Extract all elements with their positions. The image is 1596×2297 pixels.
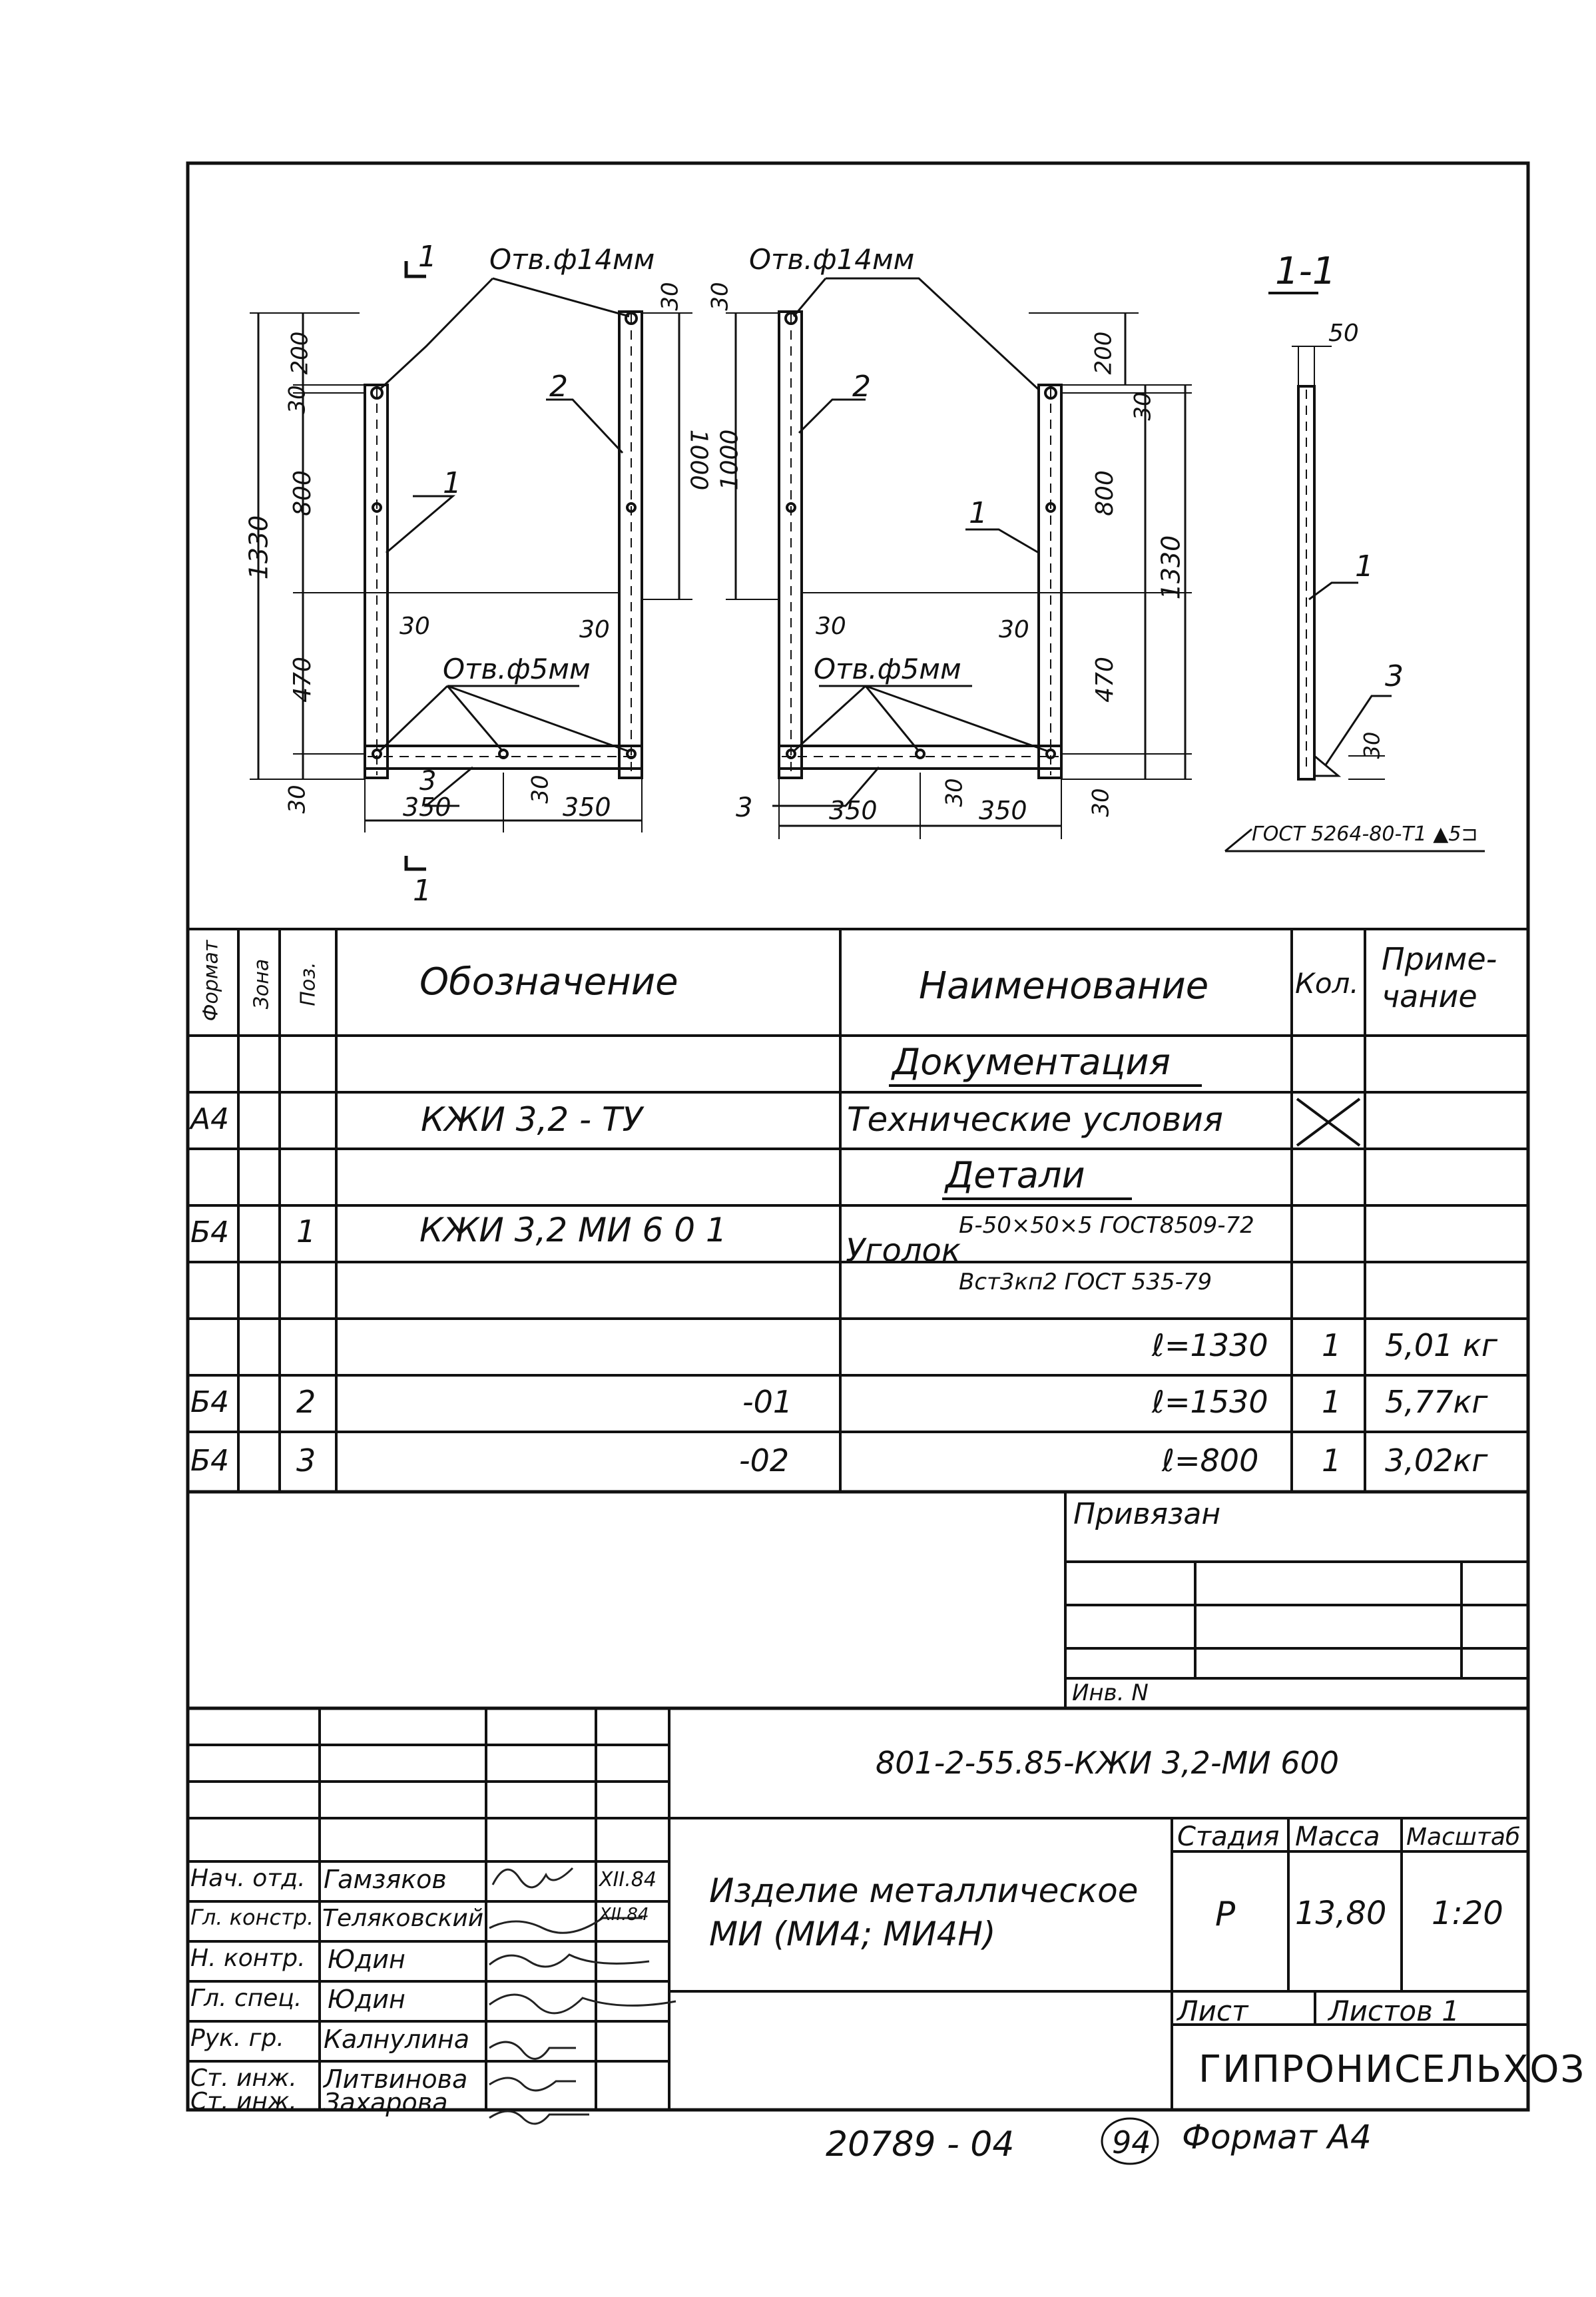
row-pos2-qty: 1 [1322, 1384, 1342, 1420]
dim-200-left: 200 [286, 331, 314, 375]
hole-label-d5-left: Отв.ф5мм [443, 653, 591, 685]
pos-label-3-right: 3 [736, 793, 753, 823]
row-pos2-note: 5,77кг [1385, 1384, 1488, 1420]
archive-sheet-number: 94 [1112, 2125, 1151, 2160]
row-pos1-name-prefix: Уголок [846, 1232, 961, 1269]
pos-label-1-left: 1 [443, 466, 461, 500]
signer-role: Гл. констр. [190, 1905, 314, 1930]
dim-470-left: 470 [288, 657, 316, 703]
dim-30-rv-top: 30 [706, 282, 734, 311]
row-pos1-name-bottom: Вст3кп2 ГОСТ 535-79 [959, 1269, 1212, 1295]
pos-label-1-right: 1 [969, 496, 987, 530]
signer-name: Гамзяков [324, 1865, 447, 1894]
row-pos1-name-top: Б-50×50×5 ГОСТ8509-72 [959, 1212, 1254, 1239]
scale-label: Масштаб [1406, 1823, 1521, 1851]
drawing-code: 801-2-55.85-КЖИ 3,2-МИ 600 [876, 1745, 1340, 1781]
dim-350-b: 350 [563, 793, 611, 822]
signer-role: Н. контр. [190, 1945, 306, 1972]
hole-label-d14-left: Отв.ф14мм [489, 243, 655, 276]
row-pos3-note: 3,02кг [1385, 1443, 1488, 1478]
row-pos2-format: Б4 [190, 1385, 230, 1419]
header-zone: Зона [250, 958, 274, 1010]
dim-30-mid-bottom: 30 [527, 775, 554, 804]
row-pos3-qty: 1 [1322, 1443, 1342, 1478]
row-pos2-designation: -01 [742, 1384, 793, 1420]
dim-1330-rv: 1330 [1156, 535, 1186, 600]
row-pos3-designation: -02 [739, 1443, 790, 1478]
signer-role: Ст. инж. [190, 2065, 297, 2092]
stage-value: Р [1215, 1895, 1236, 1933]
section-mark-top: 1 [418, 240, 437, 274]
row-pos1-pos: 1 [296, 1213, 316, 1249]
section-mark-bottom: 1 [413, 874, 431, 908]
dim-350-a: 350 [403, 793, 451, 822]
dim-200-rv: 200 [1090, 331, 1117, 375]
row-tu-format: А4 [190, 1102, 230, 1136]
dim-470-rv: 470 [1091, 657, 1119, 703]
row-pos1-format: Б4 [190, 1215, 230, 1249]
section-heading-docs: Документация [892, 1041, 1171, 1083]
dim-30-rv-a: 30 [1129, 392, 1157, 421]
signer-name: Литвинова [324, 2065, 468, 2094]
dim-30-left-top: 30 [284, 385, 311, 414]
dim-30-a: 30 [399, 613, 430, 640]
header-name: Наименование [919, 964, 1209, 1008]
section-heading-parts: Детали [945, 1154, 1085, 1196]
row-l1330-name: ℓ=1330 [1152, 1327, 1268, 1363]
stage-label: Стадия [1177, 1821, 1280, 1852]
pos-label-3-left: 3 [419, 766, 437, 797]
dim-30-rv-mid: 30 [941, 778, 968, 807]
dim-30-rv-bottom: 30 [1087, 788, 1115, 817]
pos-label-3-section: 3 [1385, 659, 1404, 693]
header-pos: Поз. [296, 962, 320, 1006]
pos-label-1-section: 1 [1355, 549, 1374, 583]
dim-1330-left: 1330 [244, 515, 274, 580]
signer-name: Юдин [328, 1945, 405, 1974]
dim-30-top-right-post: 30 [657, 282, 684, 311]
signer-role: Нач. отд. [190, 1865, 306, 1892]
row-pos3-pos: 3 [296, 1443, 316, 1478]
title-line-1: Изделие металлическое [709, 1871, 1139, 1910]
pos-label-2-right: 2 [852, 370, 871, 404]
title-line-2: МИ (МИ4; МИ4Н) [709, 1915, 996, 1953]
row-tu-designation: КЖИ 3,2 - ТУ [421, 1100, 643, 1139]
header-note: Приме-чание [1382, 941, 1497, 1014]
dim-30-rv-c: 30 [816, 613, 846, 640]
mass-label: Масса [1295, 1821, 1380, 1852]
section-title: 1-1 [1275, 250, 1336, 293]
binding-label: Привязан [1073, 1497, 1221, 1531]
signer-name: Захарова [324, 2088, 448, 2117]
format-label: Формат А4 [1182, 2118, 1372, 2156]
signer-role: Ст. инж. [190, 2088, 297, 2115]
dim-1000-left-view: 1000 [684, 429, 712, 491]
dim-800-rv: 800 [1091, 470, 1119, 516]
dim-350-rv-a: 350 [829, 796, 878, 825]
archive-number: 20789 - 04 [826, 2125, 1015, 2164]
signer-name: Юдин [328, 1985, 405, 2014]
header-qty: Кол. [1295, 967, 1359, 1000]
inventory-label: Инв. N [1072, 1680, 1149, 1706]
row-pos2-name: ℓ=1530 [1152, 1384, 1268, 1420]
scale-value: 1:20 [1432, 1895, 1503, 1932]
dim-30-left-bottom: 30 [284, 785, 311, 814]
hole-label-d14-right: Отв.ф14мм [749, 243, 915, 276]
signer-role: Гл. спец. [190, 1985, 302, 2012]
dim-800-left: 800 [288, 470, 316, 516]
dim-350-rv-b: 350 [979, 796, 1027, 825]
dim-30-section: 30 [1359, 731, 1385, 759]
weld-note: ГОСТ 5264-80-Т1 ▲5⊐ [1252, 822, 1478, 846]
header-format: Формат [199, 940, 223, 1022]
signer-date: XII.84 [599, 1905, 649, 1925]
row-l1330-qty: 1 [1322, 1327, 1342, 1363]
signer-name: Калнулина [324, 2025, 470, 2054]
pos-label-2-left: 2 [549, 370, 568, 404]
dim-1000-rv: 1000 [716, 429, 744, 491]
row-pos3-name: ℓ=800 [1162, 1443, 1259, 1478]
header-designation: Обозначение [419, 960, 678, 1004]
row-pos2-pos: 2 [296, 1384, 316, 1420]
dim-30-b: 30 [579, 616, 610, 643]
row-pos1-designation: КЖИ 3,2 МИ 6 0 1 [419, 1211, 727, 1249]
signer-name: Теляковский [322, 1905, 484, 1932]
dim-30-rv-d: 30 [999, 616, 1029, 643]
row-l1330-note: 5,01 кг [1385, 1327, 1497, 1363]
row-pos3-format: Б4 [190, 1444, 230, 1478]
mass-value: 13,80 [1295, 1895, 1387, 1932]
signer-role: Рук. гр. [190, 2025, 284, 2052]
signer-date: XII.84 [599, 1868, 657, 1891]
organization-name: ГИПРОНИСЕЛЬХОЗ [1198, 2048, 1586, 2091]
dim-50-section: 50 [1328, 320, 1359, 347]
row-tu-name: Технические условия [847, 1100, 1223, 1139]
hole-label-d5-right: Отв.ф5мм [814, 653, 961, 685]
sheet-label: Лист [1177, 1995, 1248, 2027]
sheets-label: Листов 1 [1328, 1995, 1460, 2027]
